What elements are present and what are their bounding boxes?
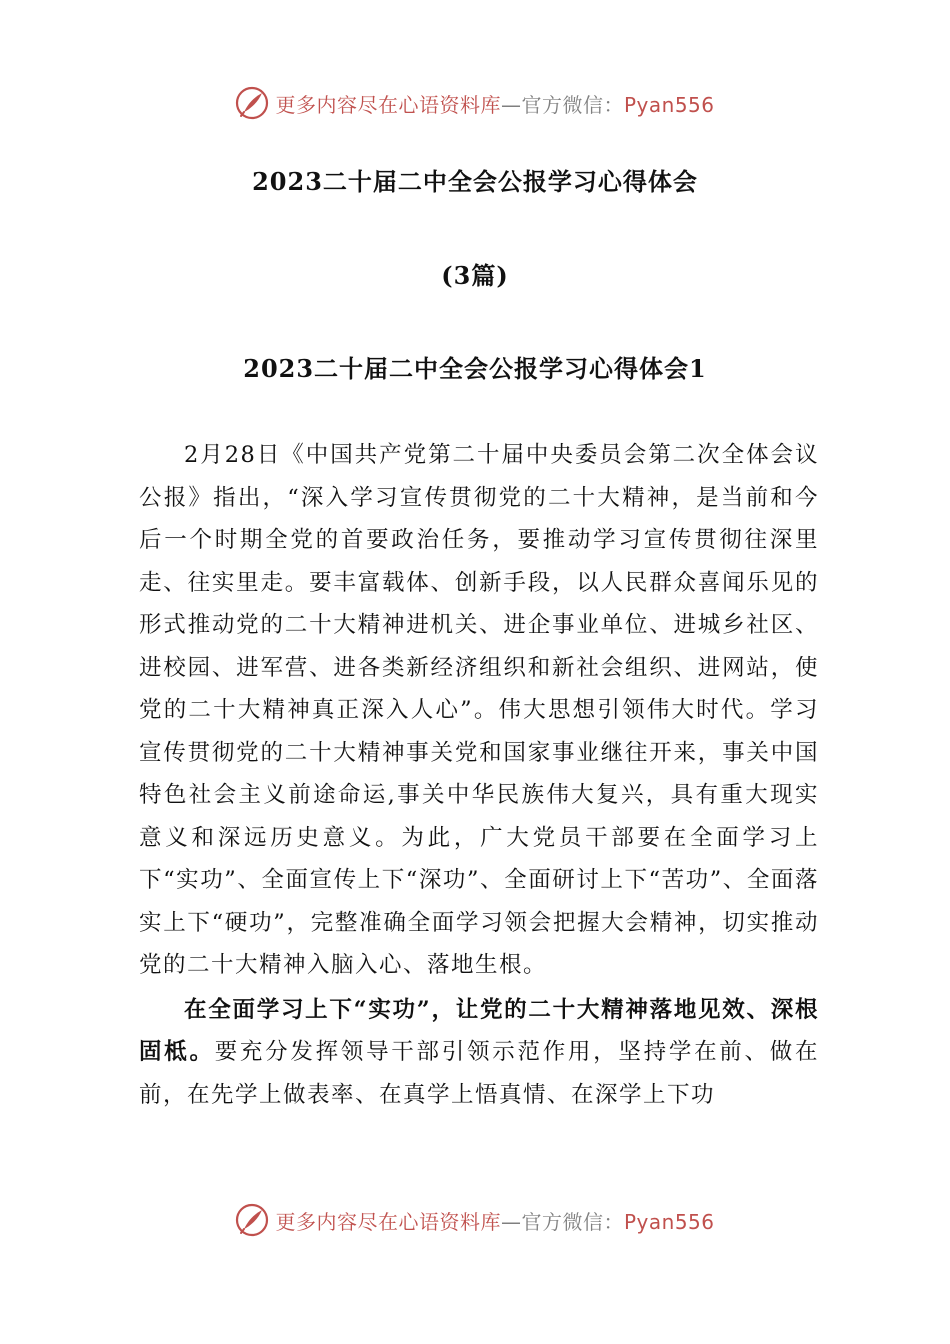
document-body [139,434,819,1116]
document-count: (3篇) [441,261,509,290]
banner-text: 更多内容尽在心语资料库—官方微信：Pyan556 [275,1209,715,1234]
feather-pen-logo [235,86,269,120]
footer-banner [0,1200,950,1240]
paragraph-2 [139,989,819,1117]
section-title: 2023二十届二中全会公报学习心得体会1 [243,354,707,383]
header-banner [0,83,950,123]
document-title: 2023二十届二中全会公报学习心得体会 [252,167,698,196]
paragraph-2-lead: 在全面学习上下“实功”，让党的二十大精神落地见效、深根固柢。 [139,996,819,1065]
banner-text: 更多内容尽在心语资料库—官方微信：Pyan556 [275,92,715,117]
paragraph-2-text: 要充分发挥领导干部引领示范作用，坚持学在前、做在前，在先学上做表率、在真学上悟真情、在深学上下功 [139,1039,819,1108]
paragraph-1: 2月28日《中国共产党第二十届中央委员会第二次全体会议公报》指出，“深入学习宣传贯彻党的二十大精神，是当前和今后一个时期全党的首要政治任务，要推动学习宣传贯彻往深里走、往实里走。要丰富载体、创新手段，以人民群众喜闻乐见的形式推动党的二十大精神进机关、进企事业单位、进城乡社区、进校园、进军营、进各类新经济组织和新社会组织、进网站，使党的二十大精神真正深入人心”。伟大思想引领伟大时代。学习宣传贯彻党的二十大精神事关党和国家事业继往开来，事关中国特色社会主义前途命运,事关中华民族伟大复兴，具有重大现实意义和深远历史意义。为此，广大党员干部要在全面学习上下“实功”、全面宣传上下“深功”、全面研讨上下“苦功”、全面落实上下“硬功”，完整准确全面学习领会把握大会精神，切实推动党的二十大精神入脑入心、落地生根。 [139,442,819,978]
feather-pen-logo [235,1203,269,1237]
